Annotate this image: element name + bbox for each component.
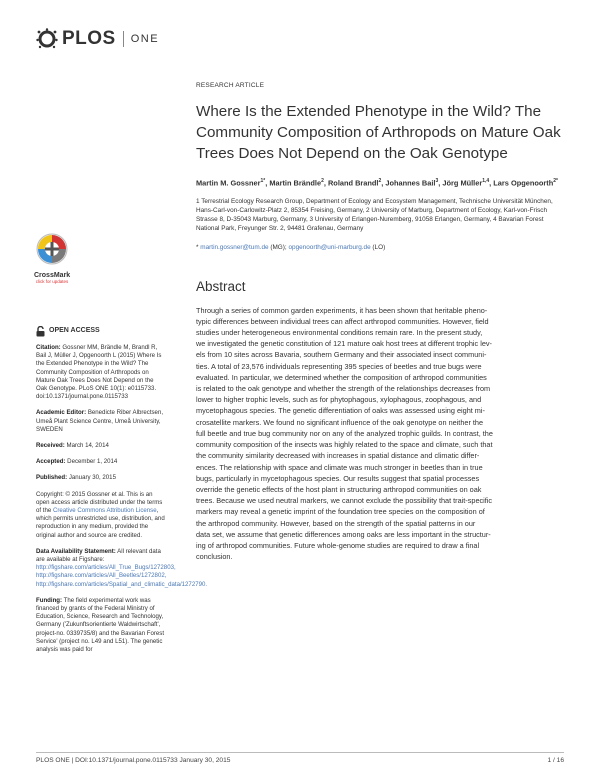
accepted-label: Accepted: bbox=[36, 458, 66, 466]
author-name: Lars Opgenoorth bbox=[493, 178, 554, 188]
article-main bbox=[196, 82, 568, 562]
editor-block bbox=[36, 409, 166, 434]
abstract-line: the arthropod community. However, based on the strength of the spatial patterns in our bbox=[196, 518, 476, 528]
editor-text: Benedicte Riber Albrectsen, Umeå Plant Science Centre, Umeå University, SWEDEN bbox=[36, 409, 164, 433]
abstract-line: studies under heterogeneous environmental conditions remain rare. In the present study, bbox=[196, 328, 483, 338]
funding-block bbox=[36, 597, 166, 654]
abstract-body bbox=[196, 305, 556, 563]
published-label: Published: bbox=[36, 474, 68, 482]
abstract-line: conclusion. bbox=[196, 552, 233, 562]
abstract-line: mycetophagous species. The genetic differentiation of oaks was assessed using eight mi- bbox=[196, 406, 485, 416]
open-access-badge bbox=[36, 326, 166, 337]
author-list: Martin M. Gossner$^{1*}$, Martin Brändle$^2$, Roland Brandl$^2$, Johannes Bail$^3$, Jörg Müller$^{1,4}$, Lars Opgenoorth$^{2*}$ bbox=[196, 178, 558, 188]
footer-citation: PLOS ONE | DOI:10.1371/journal.pone.0115733 January 30, 2015 bbox=[36, 757, 231, 764]
article-info-sidebar bbox=[36, 326, 208, 662]
copyright-block bbox=[36, 491, 166, 540]
author-affiliation-mark: 1,4 bbox=[482, 178, 490, 184]
open-access-label: OPEN ACCESS bbox=[49, 327, 100, 335]
crossmark-sublabel: click for updates bbox=[35, 279, 69, 284]
funding-text: The field experimental work was financed by grants of the Federal Ministry of Education, Science, Research and Technology, Germany ('Zukunftsorientierte Waldwirtschaft', project-no. 0339735/8) and the Bavarian Forest Service' (project no. L49 and L51). The genetic analysis was paid for bbox=[36, 596, 165, 654]
author-affiliation-mark: 2 bbox=[378, 178, 382, 184]
author-affiliation-mark: 3 bbox=[435, 178, 439, 184]
corr-star: * bbox=[196, 243, 199, 251]
email-link-opgenoorth[interactable]: opgenoorth@uni-marburg.de bbox=[288, 243, 371, 251]
author-affiliation-mark: 2* bbox=[553, 178, 558, 184]
abstract-line: community composition of the insects was highly related to the space and climate, such that bbox=[196, 440, 493, 450]
affiliations: 1 Terrestrial Ecology Research Group, Department of Ecology and Ecosystem Management, Technische Universität München, Hans-Carl-von-Carlowitz-Platz 2, 85354 Freising, Germany, 2 University of Marburg, Department of Ecology, Karl-von-Frisch Strasse 8, D-35043 Marburg, Germany, 3 University of Erlangen-Nuremberg, 91058 Erlangen, Germany, 4 Bavarian Forest National Park, Freyunger Str. 2, 94481 Grafenau, Germany bbox=[196, 198, 553, 232]
received-block bbox=[36, 442, 166, 450]
article-title: Where Is the Extended Phenotype in the Wild? The Community Composition of Arthropods on Mature Oak Trees Does Not Depend on the Oak Genotype bbox=[196, 103, 561, 162]
author-name: Roland Brandl bbox=[327, 178, 379, 188]
received-label: Received: bbox=[36, 442, 65, 450]
abstract-line: override the genetic effects of the host plant in structuring arthropod communities on oak bbox=[196, 484, 482, 494]
logo-journal: ONE bbox=[130, 33, 160, 45]
corresponding-emails bbox=[196, 244, 568, 251]
author-name: Johannes Bail bbox=[385, 178, 436, 188]
funding-label: Funding: bbox=[36, 596, 63, 604]
abstract-line: trees. Because we used neutral markers, we cannot exclude the possibility that trait-specific bbox=[196, 496, 493, 506]
citation-block bbox=[36, 344, 166, 401]
crossmark-badge[interactable] bbox=[34, 232, 70, 284]
logo-separator bbox=[123, 31, 124, 47]
email-link-gossner[interactable]: martin.gossner@tum.de bbox=[200, 243, 269, 251]
author-affiliation-mark: 1* bbox=[260, 178, 266, 184]
license-link[interactable]: Creative Commons Attribution License bbox=[52, 507, 157, 515]
author-name: Martin M. Gossner bbox=[196, 178, 261, 188]
received-date: March 14, 2014 bbox=[66, 442, 109, 450]
published-date: January 30, 2015 bbox=[68, 474, 116, 482]
abstract-line: markers may reveal a genetic imprint of the foundation tree species on the composition of bbox=[196, 507, 485, 517]
figshare-links[interactable]: http://figshare.com/articles/All_True_Bugs/1272803, http://figshare.com/articles/All_Beetles/1272802, http://figshare.com/articles/Spatial_and_climatic_data/1272790. bbox=[36, 564, 208, 588]
abstract-line: ing of arthropod communities. Future whole-genome studies are required to draw a final bbox=[196, 540, 480, 550]
corr-separator: (MG); bbox=[270, 243, 289, 251]
abstract-line: full beetle and true bug community nor on any of the analyzed trophic guilds. In contrast, the bbox=[196, 428, 493, 438]
accepted-date: December 1, 2014 bbox=[67, 458, 118, 466]
abstract-line: crosatellite markers. We found no significant influence of the oak genotype on neither the bbox=[196, 417, 484, 427]
abstract-line: lower to higher trophic levels, such as for phytophagous, xylophagous, zoophagous, and bbox=[196, 395, 482, 405]
open-lock-icon bbox=[36, 326, 45, 337]
abstract-line: ties. A total of 23,576 individuals representing 395 species of beetles and true bugs were bbox=[196, 361, 482, 371]
plos-logo-icon bbox=[36, 28, 58, 50]
abstract-line: ences. The relationship with space and climate was much stronger in beetles than in true bbox=[196, 462, 483, 472]
footer-divider bbox=[36, 752, 564, 753]
citation-label: Citation: bbox=[36, 344, 61, 351]
author-name: Martin Brändle bbox=[269, 178, 322, 188]
author-name: Jörg Müller bbox=[442, 178, 483, 188]
abstract-line: is related to the oak genotype and whether the strength of the relationships decreases from bbox=[196, 384, 491, 394]
abstract-line: data set, we assume that genetic differences among oaks are less important in the structur- bbox=[196, 529, 491, 539]
corr-end: (LO) bbox=[372, 243, 386, 251]
abstract-line: bugs, particularly in mycetophagous species. Our results suggest that spatial processes bbox=[196, 473, 480, 483]
abstract-line: els from 10 sites across Bavaria, southern Germany and their associated insect communi- bbox=[196, 350, 487, 360]
logo-brand: PLOS bbox=[62, 28, 116, 49]
abstract-line: evaluated. In particular, we determined whether the composition of arthropod communities bbox=[196, 372, 487, 382]
data-availability-block bbox=[36, 547, 208, 589]
accepted-block bbox=[36, 458, 166, 466]
data-availability-label: Data Availability Statement: bbox=[36, 547, 116, 555]
data-availability-text: All relevant data are available at Figshare: bbox=[36, 547, 161, 564]
abstract-line: the community similarity decreased with increases in spatial distance and climatic differ- bbox=[196, 451, 480, 461]
abstract-line: we investigated the genetic constitution of 121 mature oak host trees at different trophic lev- bbox=[196, 339, 492, 349]
abstract-line: Through a series of common garden experiments, it has been shown that heritable pheno- bbox=[196, 305, 488, 315]
editor-label: Academic Editor: bbox=[36, 409, 87, 417]
page-number: 1 / 16 bbox=[547, 757, 564, 764]
crossmark-label: CrossMark bbox=[34, 272, 71, 279]
abstract-line: typic differences between individual trees can affect arthropod communities. However, field bbox=[196, 316, 489, 326]
copyright-text-post: , which permits unrestricted use, distribution, and reproduction in any medium, provided the original author and source are credited. bbox=[36, 507, 165, 539]
published-block bbox=[36, 474, 166, 482]
abstract-heading: Abstract bbox=[196, 278, 246, 294]
author-affiliation-mark: 2 bbox=[321, 178, 324, 184]
copyright-text-pre: Copyright: © 2015 Gossner et al. This is an open access article distributed under the terms of the bbox=[36, 490, 163, 515]
citation-text: Gossner MM, Brändle M, Brandl R, Bail J, Müller J, Opgenoorth L (2015) Where Is the Extended Phenotype in the Wild? The Community Composition of Arthropods on Mature Oak Trees Does Not Depend on the Oak Genotype. PLoS ONE 10(1): e0115733. doi:10.1371/journal.pone.0115733 bbox=[36, 344, 162, 401]
plos-one-logo bbox=[36, 28, 159, 50]
crossmark-icon bbox=[34, 232, 70, 266]
article-type: RESEARCH ARTICLE bbox=[196, 82, 265, 89]
